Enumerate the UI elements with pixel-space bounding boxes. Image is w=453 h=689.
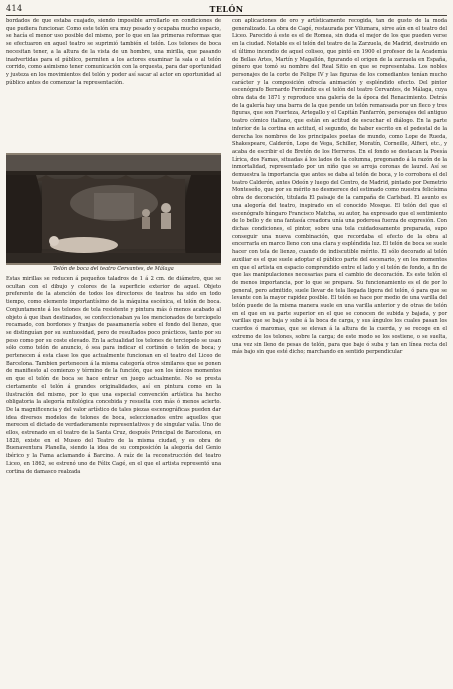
left-column-top: bordados de que estaba cuajado, siendo imposible arrollarlo en condiciones de que pudiera funcionar. Como este telón era muy pesado y ocupaba mucho espacio, se hacía el menor uso posible del mismo, por lo que en las primeras reformas que se efectuaron en aquel teatro se suprimió también el telón. Los telones de boca necesitan tener, a la altura de la vista de un hombre, una mirilla, que pasando inadvertidas para el público, permiten a los actores examinar la sala o al telón corrido, como asimismo tener comunicación con la orquesta, para dar oportunidad y justeza en los movimientos del telón y poder así sacar al actor en oportunidad al público antes de comenzar la representación. [6, 18, 221, 86]
header-rule [6, 15, 447, 16]
right-column: con aplicaciones de oro y artísticamente recogida, tan de gusto de la moda generalizado. La obra de Cagé, restaurada por Vilumara, sirve aún en el teatro del Liceo. Parecido á este es el de Romea, sin duda el mejor de los que pueden verse en la ciudad. Notable es el telón del teatro de la Zarzuela, de Madrid, destruido en el último incendio de aquel coliseo, que pintó en 1900 el profesor de la Academia de Bellas Artes, Martín y Magallón, figurando el origen de la zarzuela en España, género que tomó su nombre del Real Sitio en que se representaba. Los nobles personajes de la corte de Felipe IV y las figuras de los comediantes tenían mucho carácter y la composición ofrecía animación y espléndido efecto. Del pintor escenógrafo Bernardo Ferrándiz es el telón del teatro Cervantes, de Málaga, cuya obra data de 1871 y reproduce una galería de la época del Renacimiento. Detrás de la galería hay una barra de la que pende un telón remansada por un fleco y tres figuras, que son Fuerteza, Artegallo y el Capitán Fanfarrón, personajes del antiguo teatro cómico italiano, que están en actitud de escuchar el diálogo. En la parte inferior de la cortina en actitud, el segundo, de haber escrito en el pedestal de la derecha los nombres de los principales poetas de mundo, como Lope de Rueda, Shakespeare, Calderón, Lope de Vega, Schiller, Moratín, Corneille, Alfieri, etc., y acaba de escribir el de Bretón de los Herreros. En el fondo se destacan la Poesía Lírica, dos Famas, situadas á los lados de la columna, pregonando á la razón de la inmortalidad, representado por un niño que se arroja coronas de laurel. Así se demuestra la importancia que antes se daba al telón de boca, y lo corrobora el del teatro Calderón, antes Odeón y luego del Centro, de Madrid, pintado por Demetrio Monteseño, que por su mérito no desmerece del estimado como nuestra felicísima obra de decoración, titulada El paisaje de la campaña de Carlsbad. El asunto es una alegoría del teatro, inspirado en el conocido Mosque. El telón del que el escenógrafo húngaro Francisco Matcha, su autor, ha expresado que el sentimiento de lo bello y de una fantasía creadora unía una poderosa fuerza de expresión. Con dichas condiciones, el pintor, sobre una tela cuidadosamente preparada, supo conseguir una nueva combinación, que recordaba el efecto de la obra al encerrarla en marco lleno con una clara y espléndida luz. El telón de boca se suele hacer con tela de lienzo, cuando de indiscutible mérito. El sólo decorado al telón auxiliar es el que suele adoptar el público parte del escenario, y en los momentos en que el artista en espacio comprendido entre el lado y el telón de fondo, a fin de que las manipulaciones necesarias para el cambio de decoración. Es este telón el de menos importancia, por lo que se prepara. Su funcionamiento es el de por lo general, pero admitido, suele llevar de tela llegada ligera del telón, ó para que se levante con la mayor rapidez posible. El telón se hace por medio de una varilla del telón puede de la misma manera suele en una varilla anterior y de otras de telón en el que en su parte superior en el que se conocen de subida y bajada, y por varillas que se baja y sube á la boca de carga, y sus ángulos los cuales pasan los cuerdos ó maromas, que se elevan á la altura de la cuerda, y se recoge en el extremo de los telones, sobre la carga; de este modo se los sostiene, o se suelta, una vez sin lleno de pesas de telón, para que baje ó suba y tan en línea recta del más bajo sin que esté dicho; marchando en sentido perpendicular [232, 18, 447, 356]
running-title: TELÓN [209, 4, 244, 14]
page-number: 414 [6, 4, 23, 13]
figure-caption: Telón de boca del teatro Cervantes, de Málaga [53, 266, 174, 272]
theater-curtain-illustration [6, 153, 221, 265]
left-column-bottom: Estas mirillas se reducen á pequeños taladros de 1 á 2 cm. de diámetro, que se ocultan con el dibujo y colores de la superficie exterior de aquel. Objeto preferente de la atención de todos los directores de teatros ha sido en todo tiempo, como elemento importantísimo de la máquina escénica, el telón de boca. Conjuntamente á los telones de tela resistente y pintura más ó menos acabado al objeto á que iban destinados, se confeccionaban ya los mencionados de terciopelo recamado, con bordones y franjas de pasamanería sobre el fondo del lienzo, que se distinguían por su suntuosidad, pero de resultados poco prácticos, tanto por su peso como por su coste elevado. En la actualidad los telones de terciopelo se usan sólo como telón de anuncio, ó sea para indicar el cortinón o telón de boca; y pertenecen á esta clase los que actualmente funcionan en el teatro del Liceo de Barcelona. Tambien pertenecen á la misma categoría otros similares que se ponen de manifiesto al comienzo y término de la función, que son los únicos momentos en que el telón de boca se hace entrar en juego actualmente. No se presta ciertamente el telón á grandes originalidades, así en pintura como en la ilustración del mismo, por lo que una especial convención artística ha hecho obligatoria la alegoría mitológica concebida y resuelta con más ó menos acierto. De la magnificencia y del valor artístico de tales piezas escenográficas pueden dar idea diversos modelos de telones de boca, seleccionados entre aquellos que merecen el dictado de verdaderamente representativos y de singular valía. Uno de ellos, estrenado en el teatro de la Santa Cruz, después Principal de Barcelona, en 1828, existe en el Museo del Teatro de la misma ciudad, y es obra de Buenaventura Planella, siendo la idea de su composición la alegoría del Genio ibérico y la Fama aclamando á Barcino. A raíz de la reconstrucción del teatro Liceo, en 1862, se estrenó uno de Félix Cagé, en el que el artista representó una cortina de damasco realzada [6, 276, 221, 475]
figure [6, 153, 221, 275]
